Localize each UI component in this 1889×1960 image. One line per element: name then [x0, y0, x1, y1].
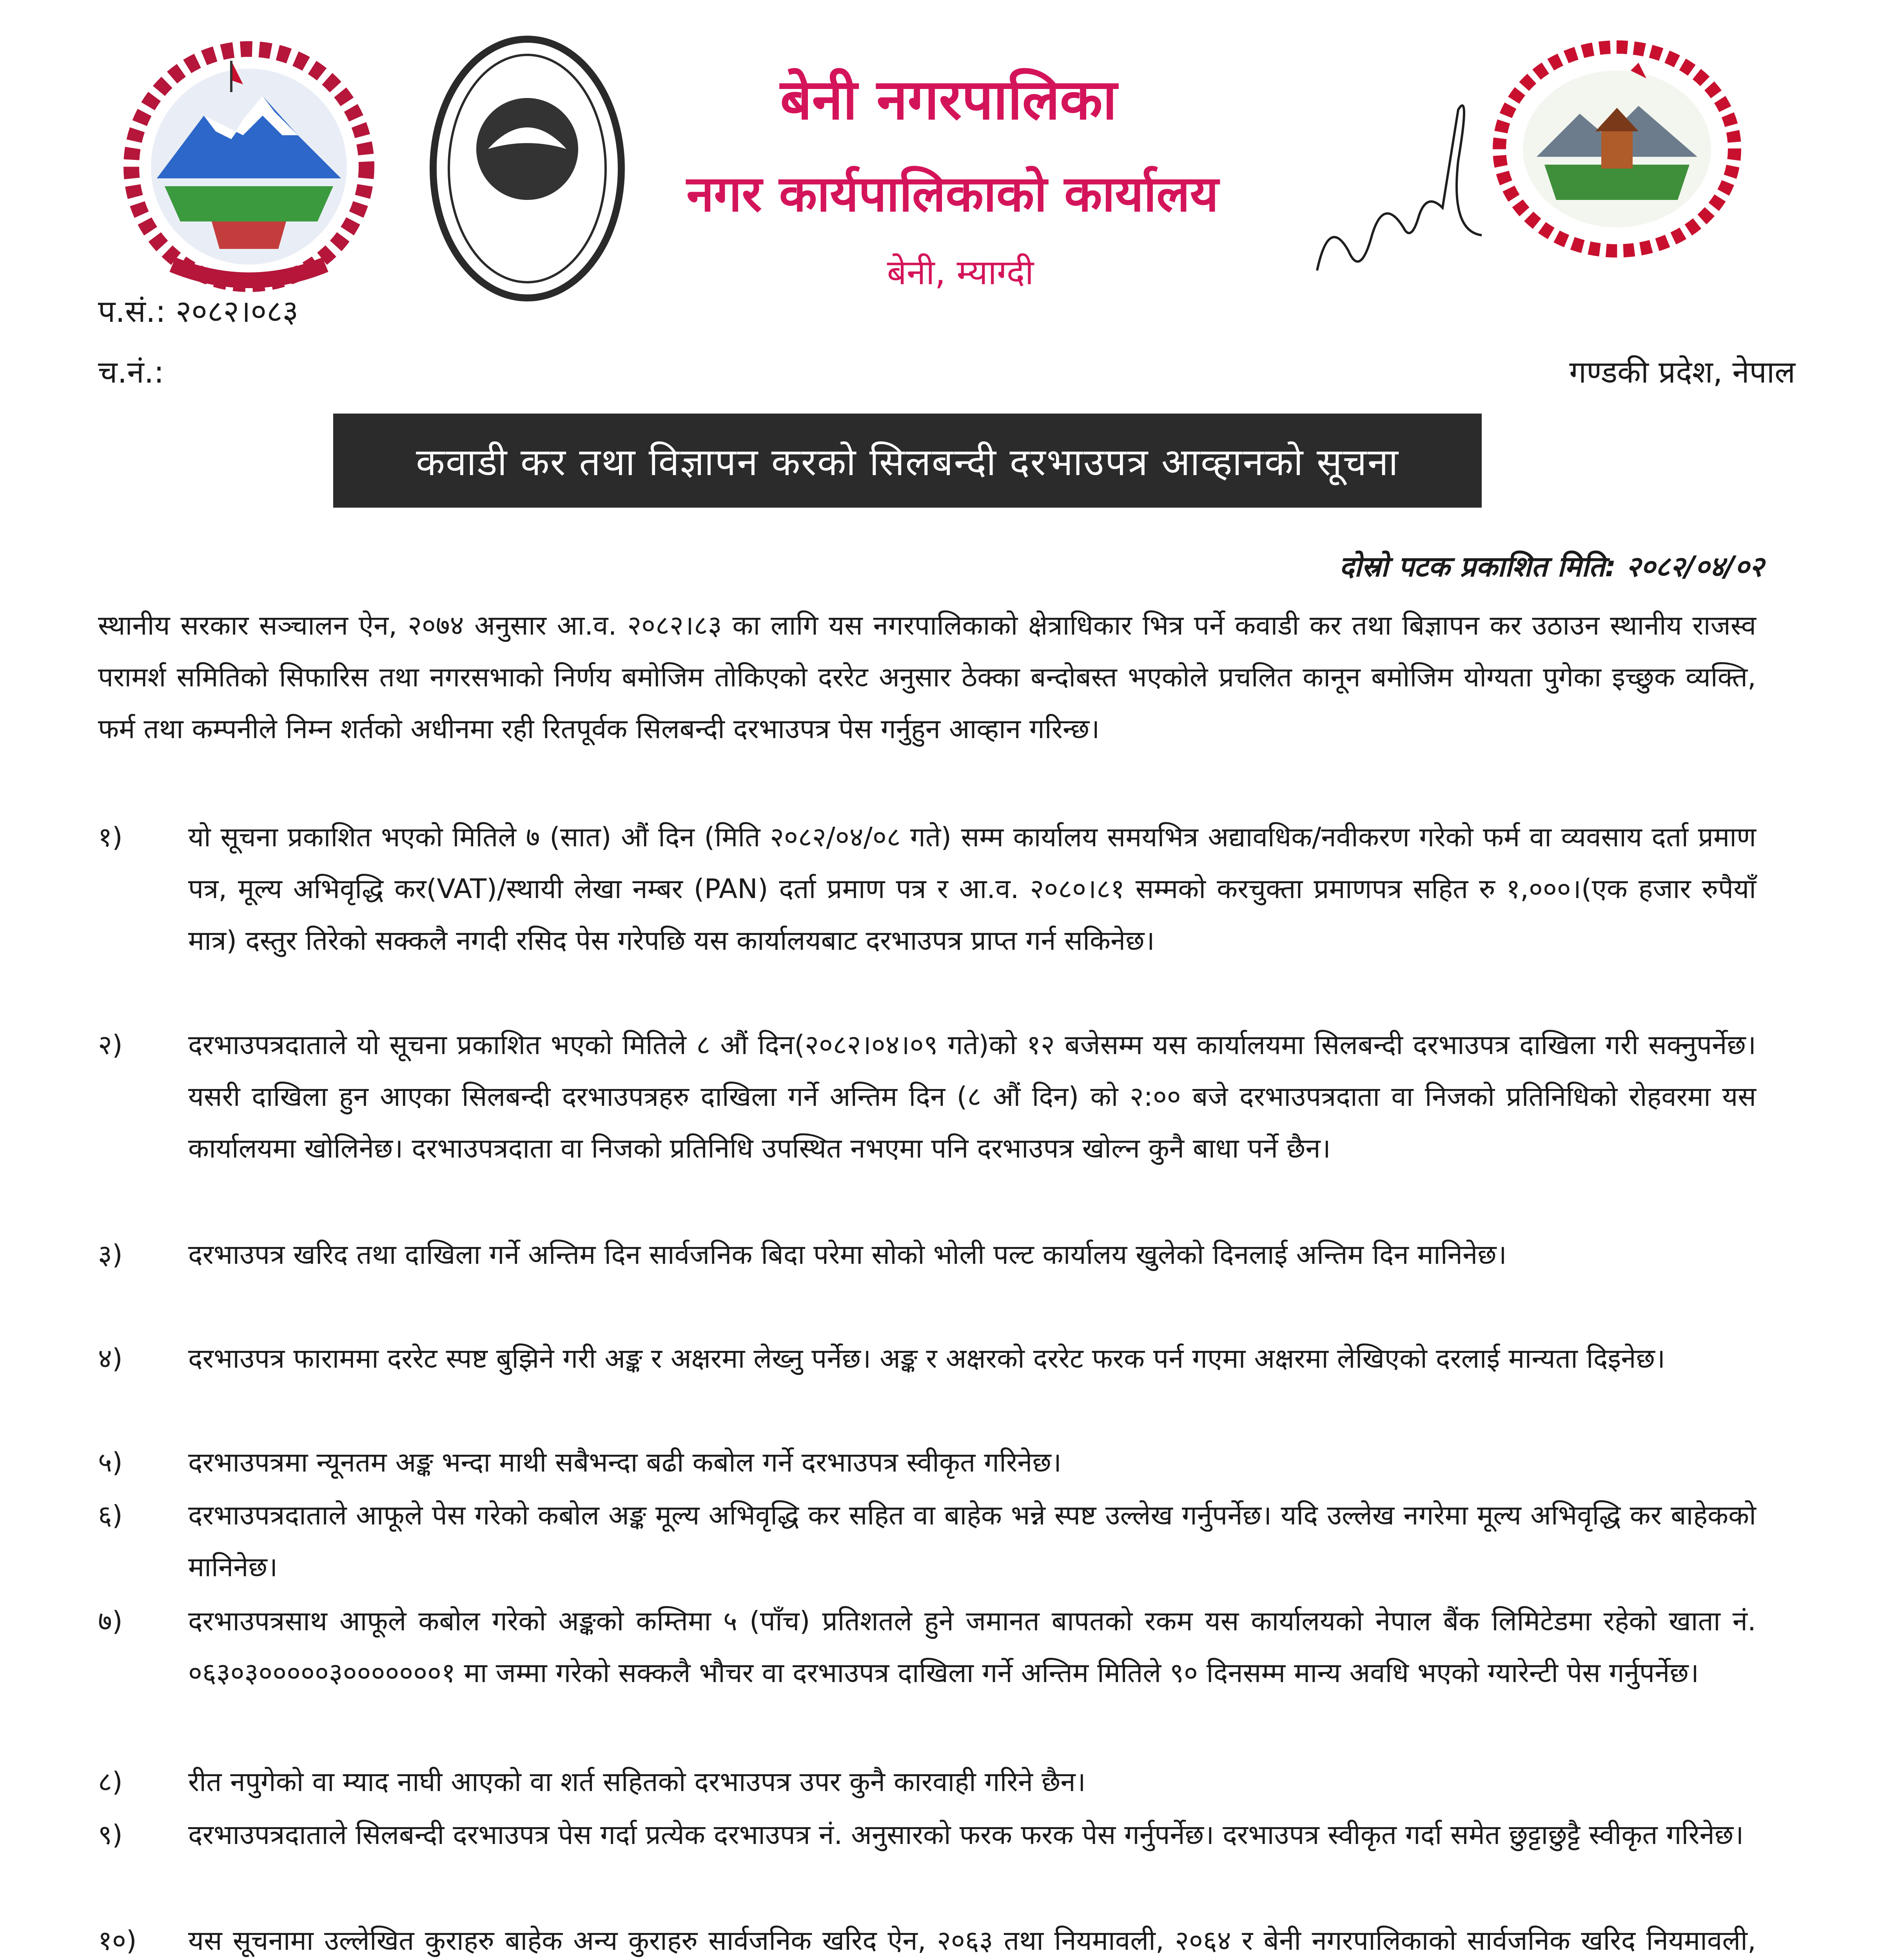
- condition-text: दरभाउपत्रसाथ आफूले कबोल गरेको अङ्कको कम्तिमा ५ (पाँच) प्रतिशतले हुने जमानत बापतको रकम यस कार्यालयको नेपाल बैंक लिमिटेडमा रहेको खाता नं. ०६३०३०००००३०००००००१ मा जम्मा गरेको सक्कलै भौचर वा दरभाउपत्र दाखिला गर्ने अन्तिम मितिले ९० दिनसम्म मान्य अवधि भएको ग्यारेन्टी पेस गर्नुपर्नेछ।: [188, 1606, 1756, 1689]
- beni-municipality-logo-icon: [1490, 39, 1744, 259]
- condition-item: [98, 1915, 1756, 1960]
- office-name: बेनी नगरपालिका: [780, 67, 1117, 132]
- notice-title-banner: [333, 414, 1482, 508]
- condition-number: १): [98, 822, 123, 853]
- condition-number: ५): [98, 1447, 123, 1478]
- letter-ref-number: प.सं.: २०८२।०८३: [98, 294, 299, 329]
- condition-number: ४): [98, 1343, 123, 1374]
- condition-text: दरभाउपत्र फाराममा दररेट स्पष्ट बुझिने गरी अङ्क र अक्षरमा लेख्नु पर्नेछ। अङ्क र अक्षरको दररेट फरक पर्न गएमा अक्षरमा लेखिएको दरलाई मान्यता दिइनेछ।: [188, 1343, 1666, 1374]
- nepal-emblem-icon: [114, 37, 384, 296]
- publication-date: दोस्रो पटक प्रकाशित मिति: २०८२/०४/०२: [1339, 550, 1764, 583]
- condition-number: २): [98, 1029, 123, 1061]
- province-label: गण्डकी प्रदेश, नेपाल: [1569, 355, 1795, 390]
- intro-paragraph: स्थानीय सरकार सञ्चालन ऐन, २०७४ अनुसार आ.व. २०८२।८३ का लागि यस नगरपालिकाको क्षेत्राधिकार भित्र पर्ने कवाडी कर तथा बिज्ञापन कर उठाउन स्थानीय राजस्व परामर्श समितिको सिफारिस तथा नगरसभाको निर्णय बमोजिम तोकिएको दररेट अनुसार ठेक्का बन्दोबस्त भएकोले प्रचलित कानून बमोजिम योग्यता पुगेका इच्छुक व्यक्ति, फर्म तथा कम्पनीले निम्न शर्तको अधीनमा रही रितपूर्वक सिलबन्दी दरभाउपत्र पेस गर्नुहुन आव्हान गरिन्छ।: [98, 610, 1756, 745]
- condition-text: यस सूचनामा उल्लेखित कुराहरु बाहेक अन्य कुराहरु सार्वजनिक खरिद ऐन, २०६३ तथा नियमावली, २०६४ र बेनी नगरपालिकाको सार्वजनिक खरिद नियमावली,: [188, 1925, 1756, 1956]
- condition-number: १०): [98, 1925, 137, 1956]
- office-subtitle: नगर कार्यपालिकाको कार्यालय: [686, 165, 1219, 223]
- condition-text: दरभाउपत्रदाताले सिलबन्दी दरभाउपत्र पेस गर्दा प्रत्येक दरभाउपत्र नं. अनुसारको फरक फरक पेस गर्नुपर्नेछ। दरभाउपत्र स्वीकृत गर्दा समेत छुट्टाछुट्टै स्वीकृत गरिनेछ।: [188, 1819, 1744, 1851]
- dispatch-number: च.नं.:: [98, 355, 164, 390]
- condition-text: दरभाउपत्रदाताले यो सूचना प्रकाशित भएको मितिले ८ औं दिन(२०८२।०४।०९ गते)को १२ बजेसम्म यस कार्यालयमा सिलबन्दी दरभाउपत्र दाखिला गरी सक्नुपर्नेछ। यसरी दाखिला हुन आएका सिलबन्दी दरभाउपत्रहरु दाखिला गर्ने अन्तिम दिन (८ औं दिन) को २:०० बजे दरभाउपत्रदाता वा निजको प्रतिनिधिको रोहवरमा यस कार्यालयमा खोलिनेछ। दरभाउपत्रदाता वा निजको प्रतिनिधि उपस्थित नभएमा पनि दरभाउपत्र खोल्न कुनै बाधा पर्ने छैन।: [188, 1029, 1756, 1164]
- condition-number: ३): [98, 1239, 123, 1270]
- condition-number: ६): [98, 1500, 123, 1531]
- condition-text: रीत नपुगेको वा म्याद नाघी आएको वा शर्त सहितको दरभाउपत्र उपर कुनै कारवाही गरिने छैन।: [188, 1766, 1086, 1798]
- condition-item: [98, 1333, 1756, 1385]
- condition-text: दरभाउपत्रदाताले आफूले पेस गरेको कबोल अङ्क मूल्य अभिवृद्धि कर सहित वा बाहेक भन्ने स्पष्ट उल्लेख गर्नुपर्नेछ। यदि उल्लेख नगरेमा मूल्य अभिवृद्धि कर बाहेकको मानिनेछ।: [188, 1500, 1756, 1583]
- condition-number: ७): [98, 1606, 123, 1637]
- notice-intro: [98, 600, 1756, 755]
- notice-title: कवाडी कर तथा विज्ञापन करको सिलबन्दी दरभाउपत्र आव्हानको सूचना: [416, 440, 1399, 484]
- condition-item: [98, 1229, 1756, 1281]
- condition-item: [98, 811, 1756, 967]
- condition-item: [98, 1490, 1756, 1593]
- condition-item: [98, 1595, 1756, 1699]
- condition-number: ९): [98, 1819, 123, 1851]
- condition-text: दरभाउपत्र खरिद तथा दाखिला गर्ने अन्तिम दिन सार्वजनिक बिदा परेमा सोको भोली पल्ट कार्यालय खुलेको दिनलाई अन्तिम दिन मानिनेछ।: [188, 1239, 1507, 1270]
- condition-item: [98, 1756, 1756, 1808]
- condition-item: [98, 1019, 1756, 1174]
- condition-item: [98, 1437, 1756, 1488]
- office-location: बेनी, म्याग्दी: [887, 252, 1034, 292]
- condition-item: [98, 1809, 1756, 1861]
- condition-number: ८): [98, 1766, 123, 1798]
- condition-text: दरभाउपत्रमा न्यूनतम अङ्क भन्दा माथी सबैभन्दा बढी कबोल गर्ने दरभाउपत्र स्वीकृत गरिनेछ।: [188, 1447, 1062, 1478]
- condition-text: यो सूचना प्रकाशित भएको मितिले ७ (सात) औं दिन (मिति २०८२/०४/०८ गते) सम्म कार्यालय समयभित्र अद्यावधिक/नवीकरण गरेको फर्म वा व्यवसाय दर्ता प्रमाण पत्र, मूल्य अभिवृद्धि कर(VAT)/स्थायी लेखा नम्बर (PAN) दर्ता प्रमाण पत्र र आ.व. २०८०।८१ सम्मको करचुक्ता प्रमाणपत्र सहित रु १,०००।(एक हजार रुपैयाँ मात्र) दस्तुर तिरेको सक्कलै नगदी रसिद पेस गरेपछि यस कार्यालयबाट दरभाउपत्र प्राप्त गर्न सकिनेछ।: [188, 822, 1756, 956]
